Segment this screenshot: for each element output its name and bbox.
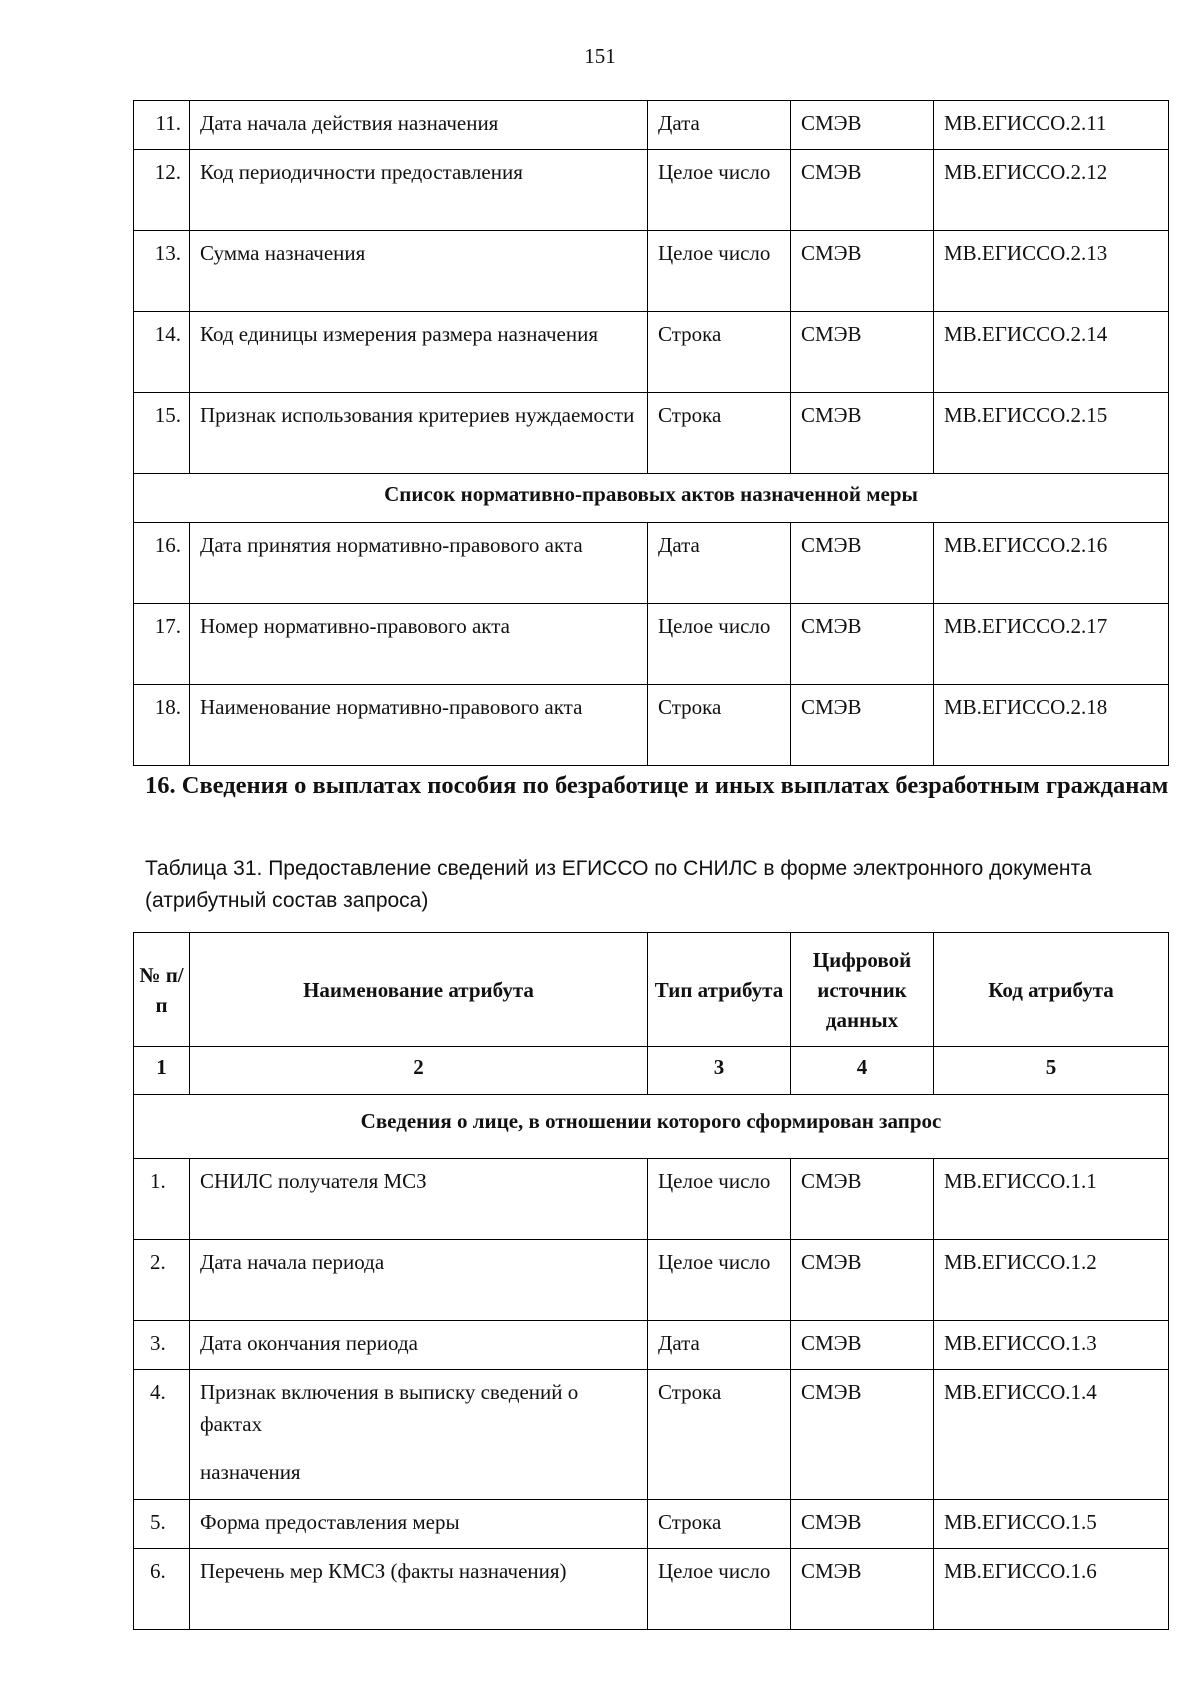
data-source: СМЭВ <box>791 231 934 312</box>
table-row <box>134 150 1169 231</box>
row-number: 5. <box>134 1500 190 1549</box>
attribute-type: Целое число <box>648 1240 791 1321</box>
attribute-code: МВ.ЕГИССО.2.14 <box>934 312 1169 393</box>
attribute-type: Целое число <box>648 231 791 312</box>
attribute-name: Перечень мер КМСЗ (факты назначения) <box>190 1549 648 1630</box>
column-index-row <box>134 1047 1169 1095</box>
table-row <box>134 604 1169 685</box>
attribute-type: Целое число <box>648 1549 791 1630</box>
header-data-source: Цифровой источник данных <box>791 933 934 1047</box>
attribute-code: МВ.ЕГИССО.2.13 <box>934 231 1169 312</box>
table-row <box>134 101 1169 150</box>
header-attribute-code: Код атрибута <box>934 933 1169 1047</box>
data-source: СМЭВ <box>791 150 934 231</box>
data-source: СМЭВ <box>791 604 934 685</box>
data-source: СМЭВ <box>791 1500 934 1549</box>
attribute-code: МВ.ЕГИССО.1.5 <box>934 1500 1169 1549</box>
table-caption: Таблица 31. Предоставление сведений из ЕГИССО по СНИЛС в форме электронного документа (атрибутный состав запроса) <box>145 857 1092 912</box>
attribute-name: Дата начала периода <box>190 1240 648 1321</box>
attribute-code: МВ.ЕГИССО.1.2 <box>934 1240 1169 1321</box>
attribute-type: Целое число <box>648 604 791 685</box>
data-source: СМЭВ <box>791 1370 934 1500</box>
data-source: СМЭВ <box>791 1321 934 1370</box>
attribute-name: Номер нормативно-правового акта <box>190 604 648 685</box>
attribute-code: МВ.ЕГИССО.1.6 <box>934 1549 1169 1630</box>
data-source: СМЭВ <box>791 312 934 393</box>
table-row <box>134 523 1169 604</box>
attribute-type: Дата <box>648 101 791 150</box>
table-row <box>134 1240 1169 1321</box>
page-number: 151 <box>584 44 616 68</box>
table-row <box>134 1370 1169 1500</box>
attributes-table-continued <box>133 100 1169 766</box>
section-row <box>134 474 1169 523</box>
attribute-type: Строка <box>648 685 791 766</box>
attribute-name: Дата начала действия назначения <box>190 101 648 150</box>
attribute-code: МВ.ЕГИССО.2.11 <box>934 101 1169 150</box>
attribute-name: Дата окончания периода <box>190 1321 648 1370</box>
table-row <box>134 1321 1169 1370</box>
attribute-type: Целое число <box>648 150 791 231</box>
table-header-row <box>134 933 1169 1047</box>
header-attribute-name: Наименование атрибута <box>190 933 648 1047</box>
row-number: 17. <box>134 604 190 685</box>
attribute-name: Код периодичности предоставления <box>190 150 648 231</box>
row-number: 12. <box>134 150 190 231</box>
row-number: 15. <box>134 393 190 474</box>
column-index: 5 <box>934 1047 1169 1095</box>
table-row <box>134 1549 1169 1630</box>
attribute-type: Строка <box>648 1500 791 1549</box>
row-number: 2. <box>134 1240 190 1321</box>
attribute-name: Код единицы измерения размера назначения <box>190 312 648 393</box>
column-index: 3 <box>648 1047 791 1095</box>
data-source: СМЭВ <box>791 1159 934 1240</box>
attribute-type: Строка <box>648 1370 791 1500</box>
table-row <box>134 231 1169 312</box>
attribute-type: Целое число <box>648 1159 791 1240</box>
data-source: СМЭВ <box>791 1240 934 1321</box>
row-number: 14. <box>134 312 190 393</box>
column-index: 2 <box>190 1047 648 1095</box>
table-row <box>134 685 1169 766</box>
row-number: 11. <box>134 101 190 150</box>
data-source: СМЭВ <box>791 1549 934 1630</box>
attribute-name: Сумма назначения <box>190 231 648 312</box>
column-index: 1 <box>134 1047 190 1095</box>
row-number: 16. <box>134 523 190 604</box>
data-source: СМЭВ <box>791 523 934 604</box>
attribute-name-continuation: назначения <box>200 1460 301 1484</box>
attribute-name: Форма предоставления меры <box>190 1500 648 1549</box>
section-row <box>134 1095 1169 1159</box>
row-number: 6. <box>134 1549 190 1630</box>
row-number: 3. <box>134 1321 190 1370</box>
attribute-type: Дата <box>648 523 791 604</box>
section-title: Сведения о лице, в отношении которого сформирован запрос <box>134 1095 1169 1159</box>
row-number: 18. <box>134 685 190 766</box>
data-source: СМЭВ <box>791 685 934 766</box>
data-source: СМЭВ <box>791 393 934 474</box>
section-title: Список нормативно-правовых актов назначенной меры <box>134 474 1169 523</box>
table-row <box>134 1500 1169 1549</box>
attribute-code: МВ.ЕГИССО.2.15 <box>934 393 1169 474</box>
attribute-name: Признак использования критериев нуждаемости <box>190 393 648 474</box>
attribute-code: МВ.ЕГИССО.2.16 <box>934 523 1169 604</box>
attribute-code: МВ.ЕГИССО.2.12 <box>934 150 1169 231</box>
row-number: 13. <box>134 231 190 312</box>
attribute-name: Дата принятия нормативно-правового акта <box>190 523 648 604</box>
attribute-name-cell <box>190 1370 648 1500</box>
attribute-name: Наименование нормативно-правового акта <box>190 685 648 766</box>
attribute-type: Строка <box>648 312 791 393</box>
attribute-name: СНИЛС получателя МСЗ <box>190 1159 648 1240</box>
table-row <box>134 393 1169 474</box>
table-row <box>134 1159 1169 1240</box>
attribute-code: МВ.ЕГИССО.1.4 <box>934 1370 1169 1500</box>
row-number: 4. <box>134 1370 190 1500</box>
attribute-name: Признак включения в выписку сведений о фактах <box>200 1380 579 1436</box>
data-source: СМЭВ <box>791 101 934 150</box>
table-row <box>134 312 1169 393</box>
attribute-code: МВ.ЕГИССО.1.1 <box>934 1159 1169 1240</box>
attribute-code: МВ.ЕГИССО.2.18 <box>934 685 1169 766</box>
row-number: 1. <box>134 1159 190 1240</box>
attribute-type: Строка <box>648 393 791 474</box>
request-attributes-table <box>133 932 1169 1630</box>
column-index: 4 <box>791 1047 934 1095</box>
section-heading: 16. Сведения о выплатах пособия по безработице и иных выплатах безработным гражданам <box>145 772 1169 799</box>
attribute-type: Дата <box>648 1321 791 1370</box>
attribute-code: МВ.ЕГИССО.2.17 <box>934 604 1169 685</box>
header-attribute-type: Тип атрибута <box>648 933 791 1047</box>
attribute-code: МВ.ЕГИССО.1.3 <box>934 1321 1169 1370</box>
header-number: № п/п <box>134 933 190 1047</box>
